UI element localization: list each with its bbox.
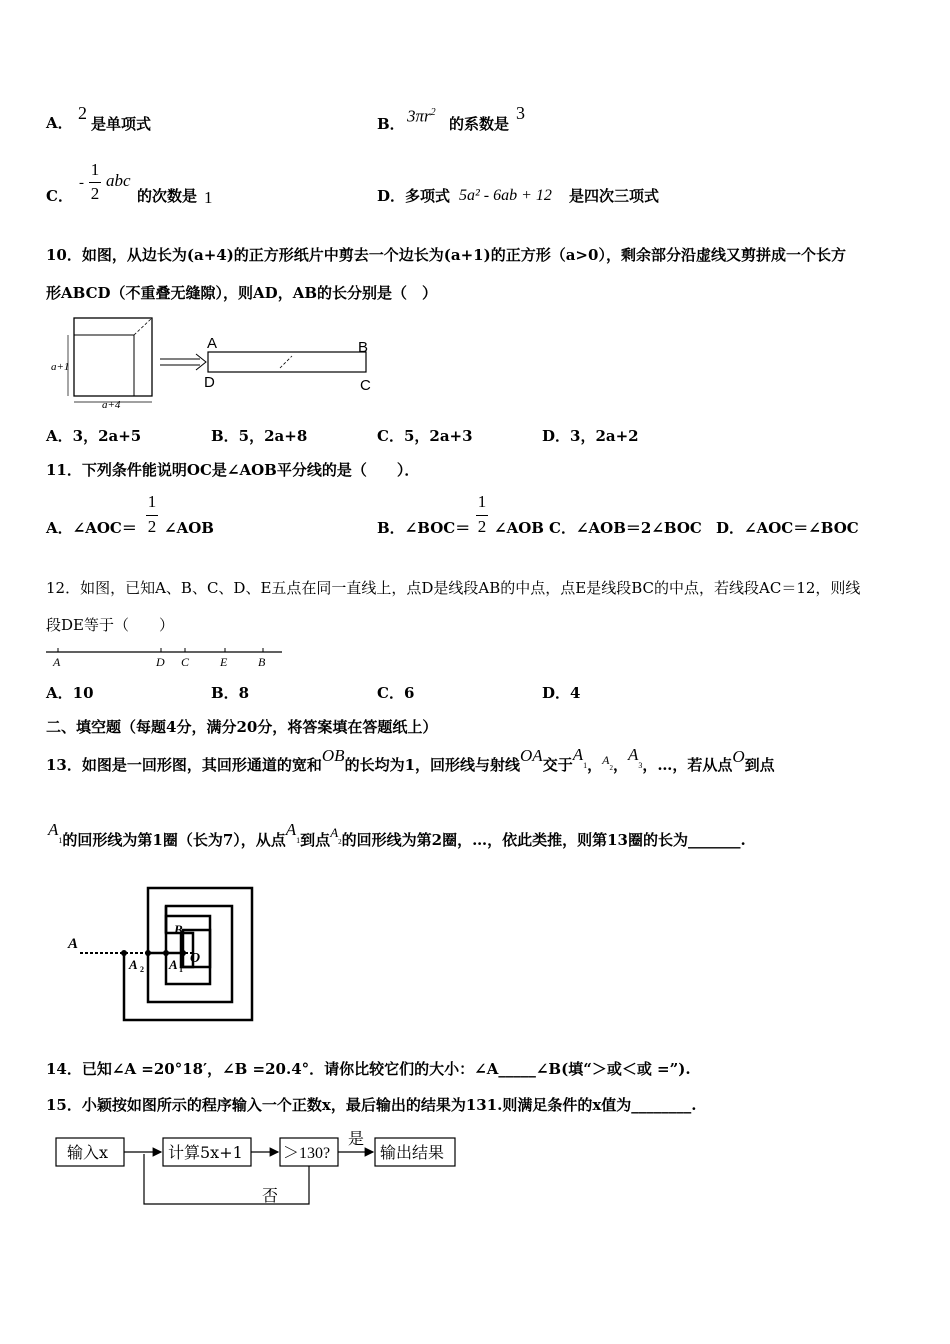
q9-option-b-math: $3\pi r^2$ xyxy=(407,106,436,126)
q15-flowchart xyxy=(50,1128,470,1218)
q9-option-c: C． xyxy=(46,187,73,205)
section-2-heading: 二、填空题（每题4分，满分20分，将答案填在答题纸上） xyxy=(46,718,438,736)
q9-option-d-post: 是四次三项式 xyxy=(569,187,660,205)
q15-flow-compute: 计算5x+1 xyxy=(168,1143,243,1162)
q10-option-b: B．5，2a+8 xyxy=(211,427,308,445)
q10-stem-line2: 形ABCD（不重叠无缝隙），则AD，AB的长分别是（ ） xyxy=(46,284,438,302)
q9-option-c-value: 1 xyxy=(204,188,213,207)
q12-point-e: E xyxy=(220,655,228,669)
q10-figure xyxy=(40,310,380,410)
q11-option-d: D．∠AOC＝∠BOC xyxy=(716,519,859,537)
q9-option-c-numerator: 1 xyxy=(90,160,100,179)
q10-fig-label-c: C xyxy=(360,377,371,394)
q11-option-b: B．∠BOC＝ xyxy=(377,519,471,537)
q11-option-b-denominator: 2 xyxy=(477,517,487,536)
q9-option-c-text: 的次数是 xyxy=(137,187,198,205)
q15-flow-input: 输入x xyxy=(67,1143,109,1162)
q10-option-c: C．5，2a+3 xyxy=(377,427,473,445)
q11-stem: 11．下列条件能说明OC是∠AOB平分线的是（ ）． xyxy=(46,461,420,479)
q15-flow-cond: ＞130? xyxy=(283,1145,331,1162)
q15-stem: 15．小颖按如图所示的程序输入一个正数x，最后输出的结果为131.则满足条件的x值为________. xyxy=(46,1096,697,1114)
q13-fig-label-a2-sub: 2 xyxy=(140,965,144,974)
q11-option-a-numerator: 1 xyxy=(147,492,157,511)
q12-option-b: B．8 xyxy=(211,684,250,702)
q13-fig-label-o: O xyxy=(190,951,201,966)
q9-option-a-text: 是单项式 xyxy=(91,115,152,133)
q13-fig-label-a: A xyxy=(68,936,79,952)
q14-stem: 14．已知∠A =20°18′，∠B =20.4°．请你比较它们的大小：∠A_____∠B(填“＞或＜或 =”). xyxy=(46,1060,691,1078)
q12-line-figure xyxy=(44,645,304,669)
q10-fig-side-label: a+1 xyxy=(51,361,70,373)
q9-option-a: A． xyxy=(46,114,73,132)
q15-flow-yes: 是 xyxy=(348,1129,365,1148)
q10-option-a: A．3，2a+5 xyxy=(46,427,142,445)
q12-stem-line1: 12．如图，已知A、B、C、D、E五点在同一直线上，点D是线段AB的中点，点E是线段BC的中点，若线段AC＝12，则线 xyxy=(46,579,861,597)
q10-option-d: D．3，2a+2 xyxy=(542,427,639,445)
q9-option-b-text: 的系数是 xyxy=(449,115,510,133)
q11-option-a: A．∠AOC＝ xyxy=(46,519,137,537)
q10-fig-label-d: D xyxy=(204,374,215,391)
q9-option-b: B． xyxy=(377,115,405,133)
q9-option-a-math: 2 xyxy=(78,103,87,123)
q12-point-b: B xyxy=(258,655,266,669)
q11-option-b-numerator: 1 xyxy=(477,492,487,511)
q11-option-a-fraction-bar xyxy=(146,515,158,516)
q12-option-a: A．10 xyxy=(46,684,94,702)
q12-stem-line2: 段DE等于（ ） xyxy=(46,616,174,634)
q11-option-b-fraction-bar xyxy=(476,515,488,516)
q9-option-c-sign: - xyxy=(79,175,84,191)
q13-fig-label-a2: A xyxy=(129,957,138,972)
q13-fig-label-b: B xyxy=(174,922,183,937)
q10-stem-line1: 10．如图，从边长为(a+4)的正方形纸片中剪去一个边长为(a+1)的正方形（a>0），剩余部分沿虚线又剪拼成一个长方 xyxy=(46,246,846,264)
q11-option-c: C．∠AOB＝2∠BOC xyxy=(549,519,702,537)
q10-fig-bottom-label: a+4 xyxy=(102,399,121,411)
q9-option-c-fraction-bar xyxy=(89,182,101,183)
q11-option-a-post: ∠AOB xyxy=(164,519,214,537)
q10-fig-label-b: B xyxy=(358,339,369,356)
q9-option-d-poly: 5a² - 6ab + 12 xyxy=(459,187,552,204)
q9-option-c-denominator: 2 xyxy=(90,184,100,203)
q12-option-c: C．6 xyxy=(377,684,415,702)
q12-point-c: C xyxy=(181,655,190,669)
q15-flow-no: 否 xyxy=(262,1186,279,1205)
q9-option-b-value: 3 xyxy=(516,103,525,123)
q13-spiral-figure xyxy=(66,880,266,1030)
q12-point-a: A xyxy=(53,655,61,669)
q9-option-d-pre: 多项式 xyxy=(405,187,451,205)
q15-flow-output: 输出结果 xyxy=(380,1143,445,1162)
q12-point-d: D xyxy=(156,655,165,669)
q9-option-d: D． xyxy=(377,187,406,205)
q13-fig-label-a1-sub: 1 xyxy=(179,965,183,974)
q13-line1: 13．如图是一回形图，其回形通道的宽和OB的长均为1，回形线与射线OA交于$A_1$，$^A_2$，$A_3$，…，若从点O到点 xyxy=(46,745,775,774)
q9-option-c-var: abc xyxy=(106,171,131,190)
q13-line2: $A_1$的回形线为第1圈（长为7），从点$A_1$到点$A_2$的回形线为第2圈，…，依此类推，则第13圈的长为_______. xyxy=(48,820,746,849)
q11-option-a-denominator: 2 xyxy=(147,517,157,536)
q12-option-d: D．4 xyxy=(542,684,581,702)
q13-fig-label-a1: A xyxy=(169,957,178,972)
q11-option-b-post: ∠AOB xyxy=(494,519,544,537)
q10-fig-label-a: A xyxy=(207,335,218,352)
